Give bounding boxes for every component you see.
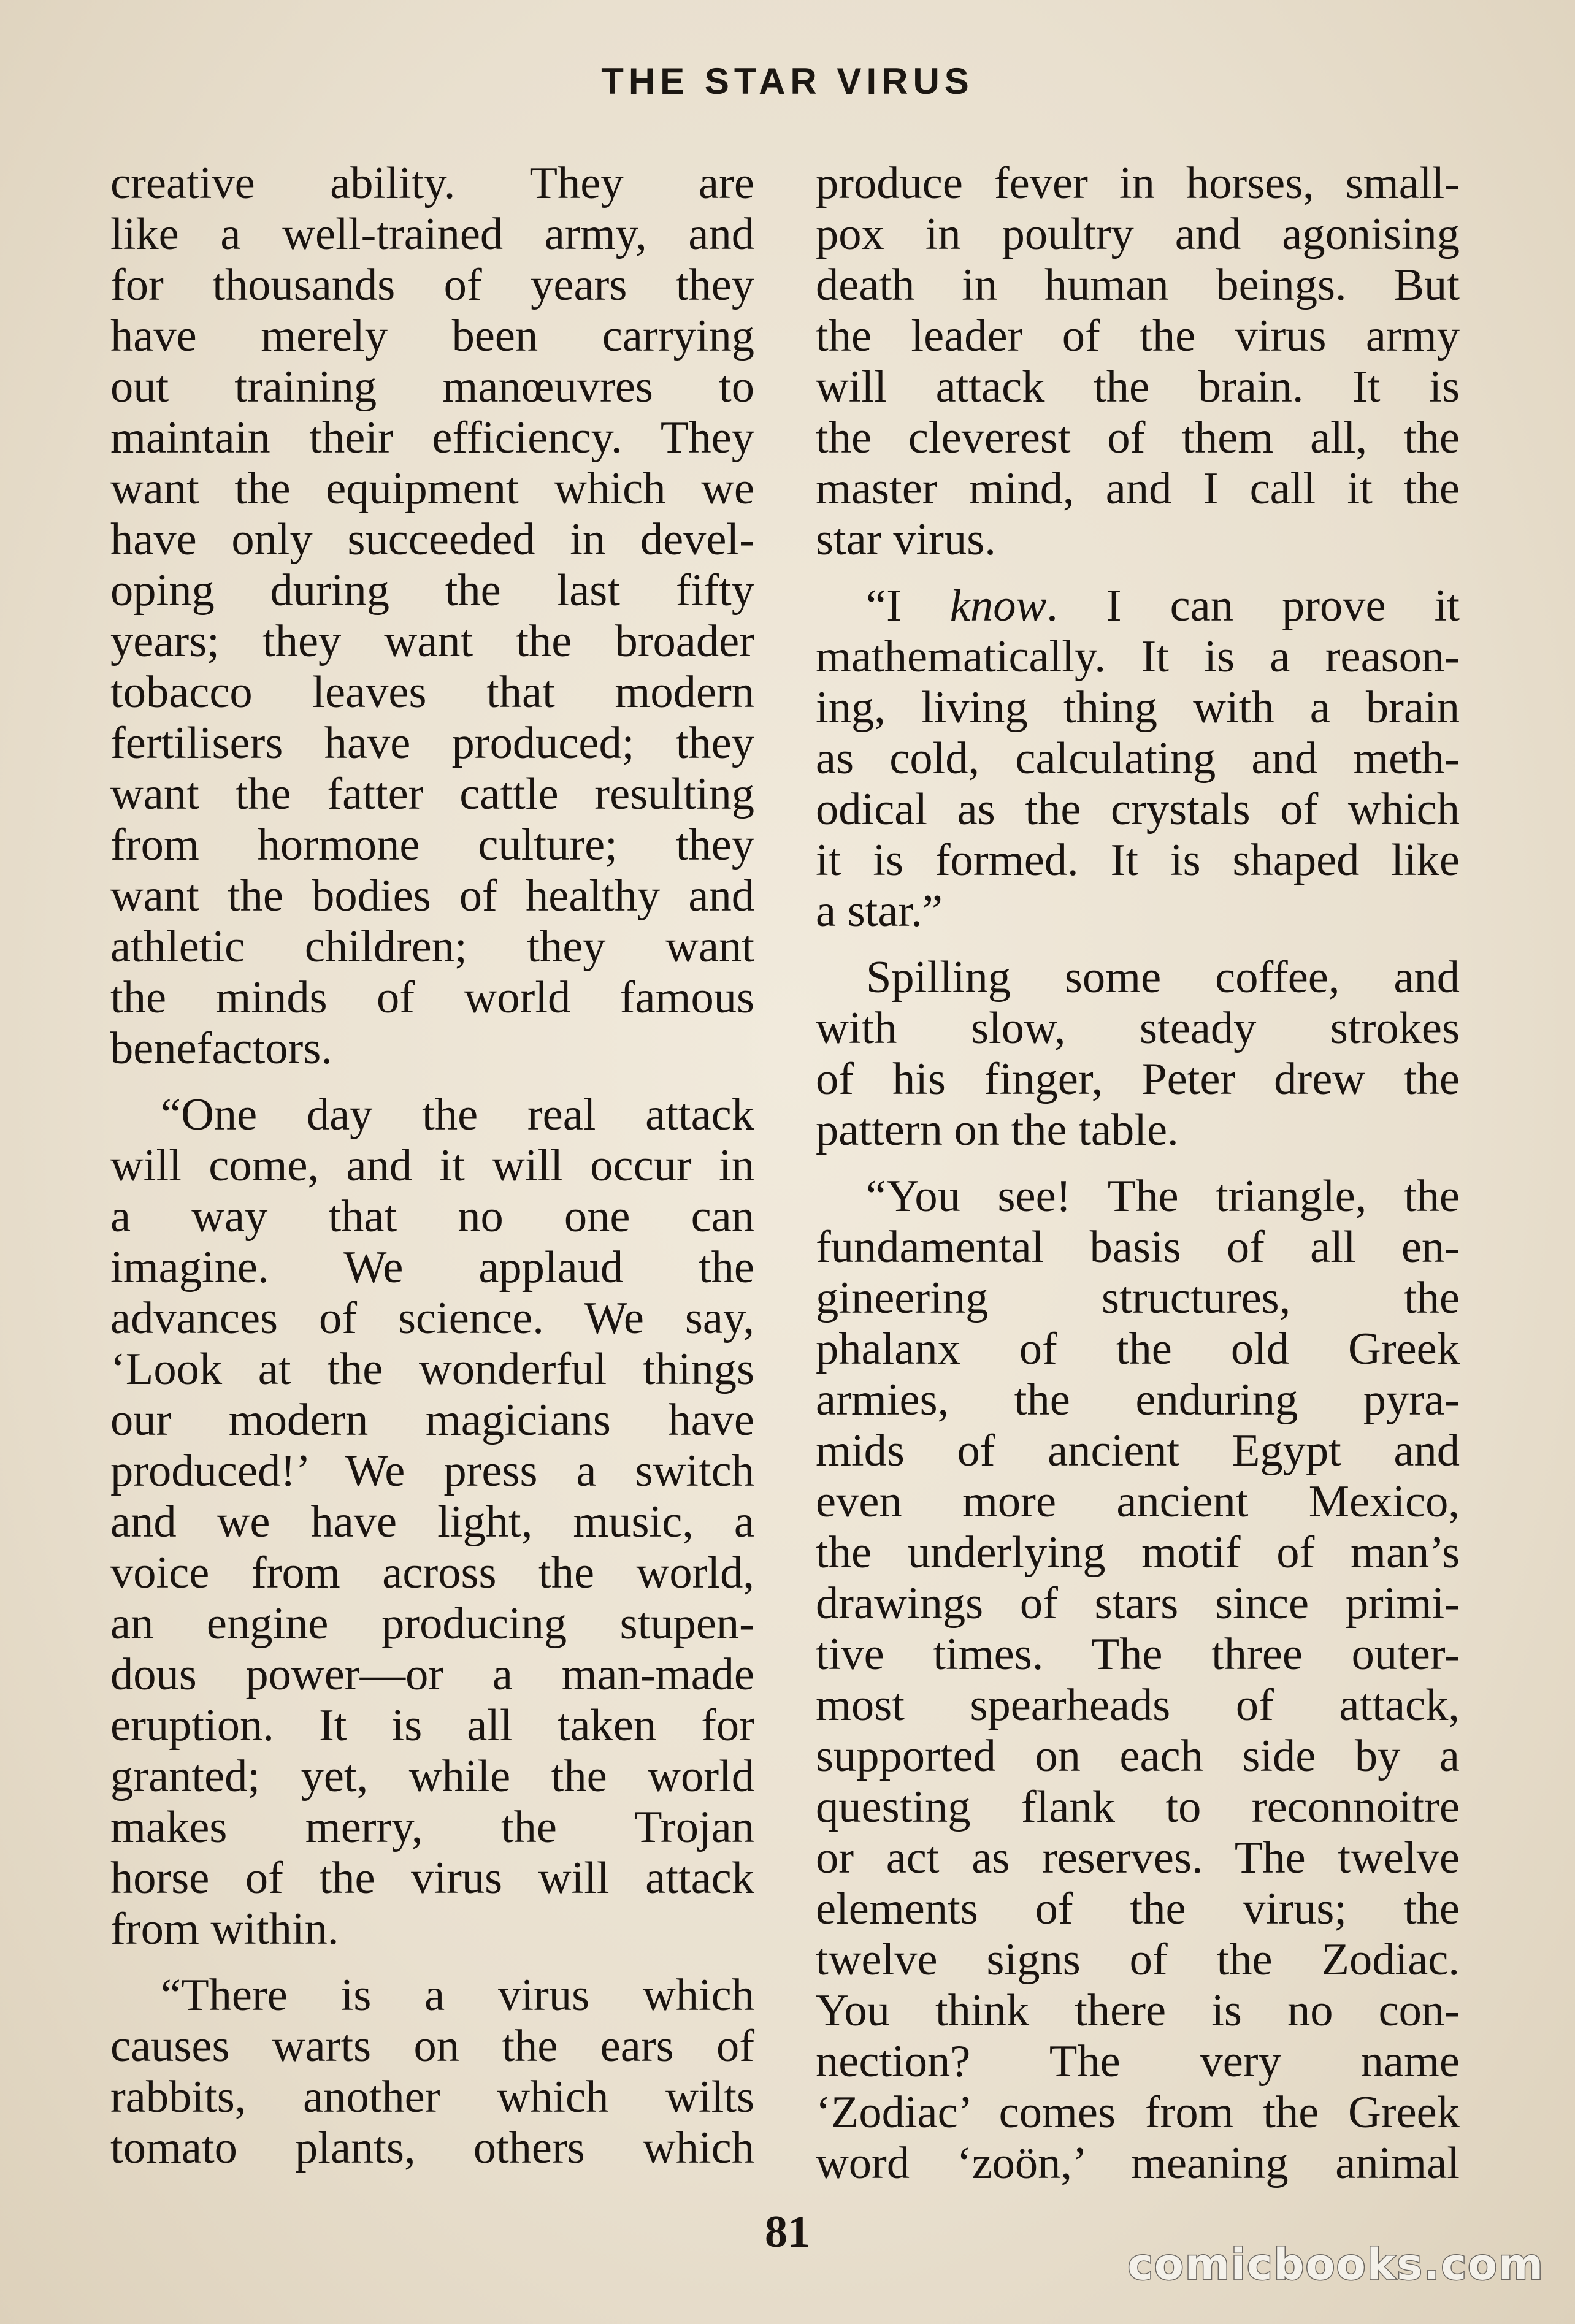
right-column	[816, 158, 1460, 2189]
text-line: mathematically. It is a reason-	[816, 632, 1460, 682]
text-line: maintain their efficiency. They	[110, 413, 754, 463]
text-line: horse of the virus will attack	[110, 1853, 754, 1903]
text-line: voice from across the world,	[110, 1548, 754, 1598]
text-line: out training manœuvres to	[110, 362, 754, 412]
text-line: causes warts on the ears of	[110, 2021, 754, 2071]
watermark-logo: comicbooks.com	[1127, 2239, 1544, 2290]
text-line: phalanx of the old Greek	[816, 1324, 1460, 1374]
text-line: fundamental basis of all en-	[816, 1222, 1460, 1272]
paragraph-gap	[110, 1074, 754, 1090]
left-paragraph-3	[110, 1970, 754, 2174]
text-line: death in human beings. But	[816, 260, 1460, 310]
paragraph-gap	[816, 1156, 1460, 1171]
text-line: as cold, calculating and meth-	[816, 733, 1460, 784]
text-line: mids of ancient Egypt and	[816, 1426, 1460, 1476]
text-line: tive times. The three outer-	[816, 1629, 1460, 1680]
right-paragraph-3	[816, 952, 1460, 1156]
text-line: pox in poultry and agonising	[816, 209, 1460, 259]
text-line: tobacco leaves that modern	[110, 667, 754, 717]
text-line: pattern on the table.	[816, 1105, 1179, 1155]
text-line: granted; yet, while the world	[110, 1751, 754, 1802]
text-line: want the equipment which we	[110, 464, 754, 514]
text-line: “There is a virus which	[161, 1970, 754, 2020]
right-paragraph-2	[816, 581, 1460, 937]
text-line: a way that no one can	[110, 1191, 754, 1242]
text-line: oping during the last fifty	[110, 565, 754, 616]
text-line: supported on each side by a	[816, 1731, 1460, 1781]
text-line: with slow, steady strokes	[816, 1003, 1460, 1053]
paragraph-gap	[816, 937, 1460, 952]
running-head: THE STAR VIRUS	[601, 61, 974, 102]
text-line: advances of science. We say,	[110, 1293, 754, 1344]
text-line: will attack the brain. It is	[816, 362, 1460, 412]
left-paragraph-1	[110, 158, 754, 1074]
text-line: the leader of the virus army	[816, 311, 1460, 361]
text-line: ‘Zodiac’ comes from the Greek	[816, 2087, 1460, 2138]
text-line: most spearheads of attack,	[816, 1680, 1460, 1730]
text-line: of his finger, Peter drew the	[816, 1054, 1460, 1104]
text-line: it is formed. It is shaped like	[816, 835, 1460, 885]
text-line: from within.	[110, 1904, 339, 1954]
text-line: a star.”	[816, 886, 943, 936]
text-line: “One day the real attack	[161, 1090, 754, 1140]
text-line: drawings of stars since primi-	[816, 1578, 1460, 1629]
right-paragraph-2-rest	[816, 632, 1460, 937]
text-line: even more ancient Mexico,	[816, 1477, 1460, 1527]
text-line: or act as reserves. The twelve	[816, 1833, 1460, 1883]
text-line: tomato plants, others which	[110, 2123, 754, 2173]
left-paragraph-2	[110, 1090, 754, 1955]
text-line: imagine. We applaud the	[110, 1242, 754, 1293]
text-line: and we have light, music, a	[110, 1497, 754, 1547]
text-line: dous power—or a man-made	[110, 1649, 754, 1700]
text-line: the underlying motif of man’s	[816, 1527, 1460, 1578]
text-line: athletic children; they want	[110, 922, 754, 972]
text-line: produced!’ We press a switch	[110, 1446, 754, 1496]
text-line: want the fatter cattle resulting	[110, 769, 754, 819]
text-line: elements of the virus; the	[816, 1884, 1460, 1934]
text-line: produce fever in horses, small-	[816, 158, 1460, 208]
text-line: gineering structures, the	[816, 1273, 1460, 1323]
text-line: makes merry, the Trojan	[110, 1802, 754, 1852]
text-line: ing, living thing with a brain	[816, 682, 1460, 733]
text-line: master mind, and I call it the	[816, 464, 1460, 514]
right-paragraph-1	[816, 158, 1460, 565]
text-line: want the bodies of healthy and	[110, 871, 754, 921]
text-line: questing flank to reconnoitre	[816, 1782, 1460, 1832]
text-line: ‘Look at the wonderful things	[110, 1344, 754, 1394]
text-line: years; they want the broader	[110, 616, 754, 667]
text-line: will come, and it will occur in	[110, 1141, 754, 1191]
text-line: star virus.	[816, 514, 996, 565]
text-line: our modern magicians have	[110, 1395, 754, 1445]
text-line: word ‘zoön,’ meaning animal	[816, 2138, 1460, 2188]
right-paragraph-4	[816, 1171, 1460, 2189]
page-number: 81	[765, 2207, 810, 2257]
text-line: odical as the crystals of which	[816, 784, 1460, 835]
text-line: fertilisers have produced; they	[110, 718, 754, 768]
text-line: “I know. I can prove it	[866, 581, 1460, 631]
text-line: benefactors.	[110, 1023, 332, 1074]
text-line: have merely been carrying	[110, 311, 754, 361]
text-line: Spilling some coffee, and	[866, 952, 1460, 1003]
text-line: have only succeeded in devel-	[110, 514, 754, 565]
text-line: an engine producing stupen-	[110, 1599, 754, 1649]
text-line: rabbits, another which wilts	[110, 2072, 754, 2122]
text-line: “You see! The triangle, the	[866, 1171, 1460, 1221]
text-line: for thousands of years they	[110, 260, 754, 310]
text-line: armies, the enduring pyra-	[816, 1375, 1460, 1425]
text-line: the minds of world famous	[110, 973, 754, 1023]
text-line: like a well-trained army, and	[110, 209, 754, 259]
text-line: nection? The very name	[816, 2036, 1460, 2087]
text-line: You think there is no con-	[816, 1986, 1460, 2036]
text-line: eruption. It is all taken for	[110, 1700, 754, 1751]
text-line: twelve signs of the Zodiac.	[816, 1935, 1460, 1985]
text-line: the cleverest of them all, the	[816, 413, 1460, 463]
left-column	[110, 158, 754, 2174]
text-line: creative ability. They are	[110, 158, 754, 208]
text-line: from hormone culture; they	[110, 820, 754, 870]
emphasis-know: know	[949, 581, 1047, 631]
paragraph-gap	[110, 1955, 754, 1970]
paragraph-gap	[816, 565, 1460, 581]
